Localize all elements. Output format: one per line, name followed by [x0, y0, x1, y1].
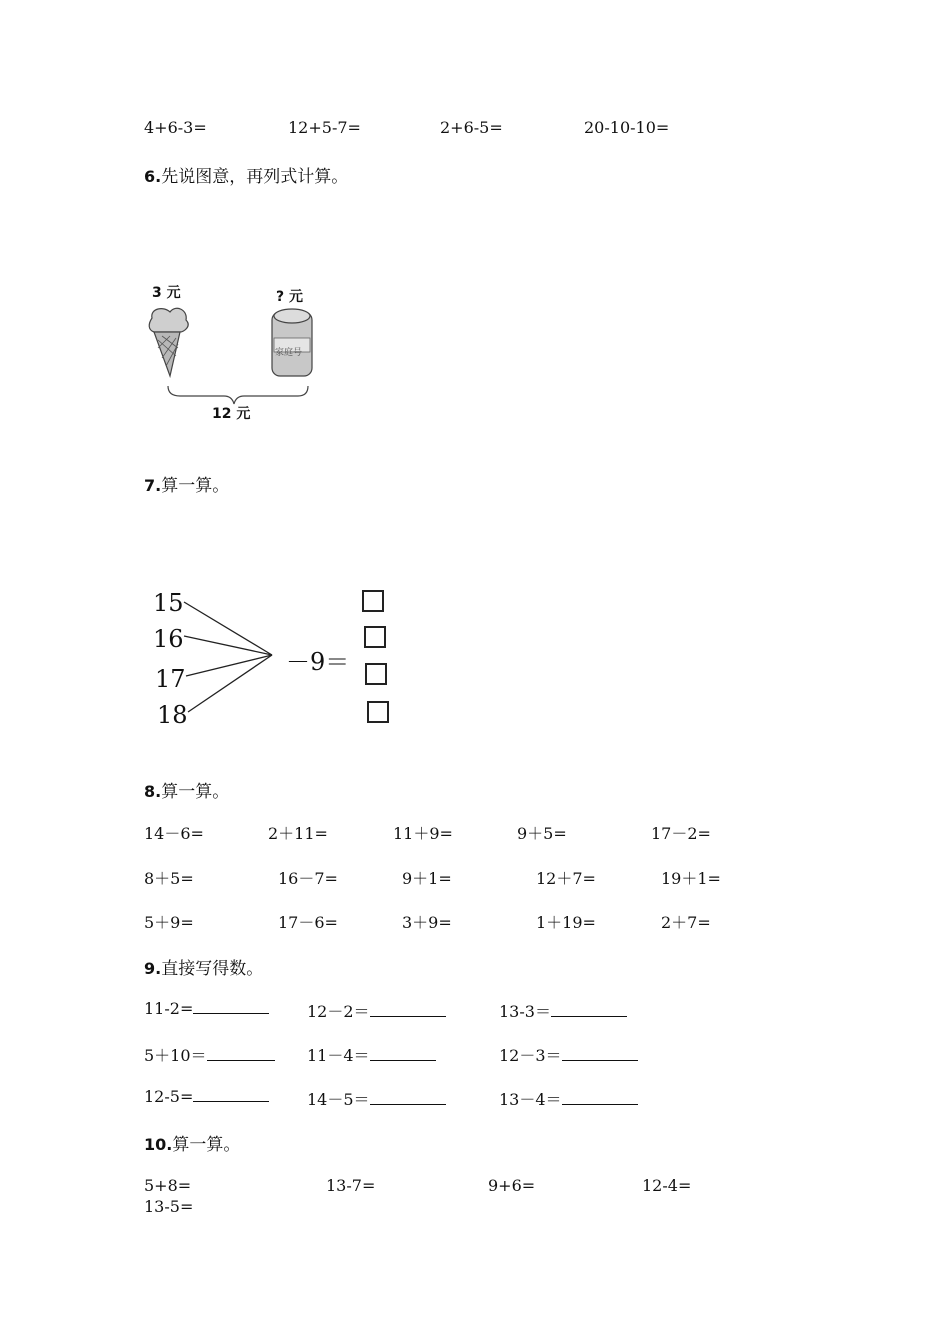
equation: 2＋7= — [661, 913, 711, 932]
question-8-heading — [144, 777, 229, 802]
equation: 8＋5= — [144, 869, 194, 888]
equation: 14－6= — [144, 824, 204, 843]
fill-in-equation — [307, 1043, 436, 1066]
fill-in-equation — [499, 999, 627, 1022]
answer-blank[interactable] — [562, 1090, 638, 1105]
equation: 20-10-10= — [584, 118, 670, 137]
drink-price: ? 元 — [276, 289, 303, 305]
equation: 19＋1= — [661, 869, 721, 888]
answer-blank[interactable] — [370, 1046, 436, 1061]
equation: 9＋1= — [402, 869, 452, 888]
question-text: 算一算。 — [161, 782, 230, 802]
equation: 5＋9= — [144, 913, 194, 932]
equation-text: 5＋10＝ — [144, 1046, 207, 1065]
equation: 1＋19= — [536, 913, 596, 932]
equation: 3＋9= — [402, 913, 452, 932]
equation: 13-7= — [326, 1176, 376, 1195]
equation: 11＋9= — [393, 824, 453, 843]
answer-blank[interactable] — [370, 1002, 446, 1017]
equation: 17－6= — [278, 913, 338, 932]
equation: 2+6-5= — [440, 118, 503, 137]
equation: 12+5-7= — [288, 118, 361, 137]
answer-blank[interactable] — [370, 1090, 446, 1105]
equation: 9＋5= — [517, 824, 567, 843]
question-10-heading — [144, 1130, 240, 1155]
equation: 2＋11= — [268, 824, 328, 843]
ice-cream-price: 3 元 — [152, 285, 181, 301]
equation: 5+8= — [144, 1176, 192, 1195]
equation: 16－7= — [278, 869, 338, 888]
answer-blank[interactable] — [193, 999, 269, 1014]
equation: 13-5= — [144, 1197, 194, 1216]
question-number: 8. — [144, 782, 162, 801]
answer-box[interactable] — [364, 626, 386, 648]
fill-in-equation — [307, 999, 446, 1022]
answer-box[interactable] — [362, 590, 384, 612]
question-text: 算一算。 — [161, 476, 230, 496]
question-number: 7. — [144, 476, 162, 495]
drink-can-icon — [272, 309, 312, 376]
minuend: 17 — [155, 665, 186, 693]
answer-blank[interactable] — [193, 1087, 269, 1102]
fill-in-equation — [144, 1087, 269, 1106]
equation: 9+6= — [488, 1176, 536, 1195]
equation-text: 13-3＝ — [499, 1002, 551, 1021]
fill-in-equation — [307, 1087, 446, 1110]
equation-text: 13－4＝ — [499, 1090, 562, 1109]
equation-text: 12－3＝ — [499, 1046, 562, 1065]
question-text: 先说图意，再列式计算。 — [161, 167, 349, 187]
equation-text: 11－4＝ — [307, 1046, 370, 1065]
total-price: 12 元 — [212, 406, 251, 422]
question-number: 6. — [144, 167, 162, 186]
equation-text: 11-2= — [144, 999, 194, 1018]
answer-blank[interactable] — [551, 1002, 627, 1017]
answer-blank[interactable] — [207, 1046, 275, 1061]
answer-box[interactable] — [365, 663, 387, 685]
fill-in-equation — [144, 1043, 275, 1066]
minuend: 15 — [153, 589, 184, 617]
operation: －9＝ — [286, 648, 350, 676]
can-label: 家庭号 — [275, 348, 303, 358]
q6-illustration — [140, 298, 320, 418]
answer-blank[interactable] — [562, 1046, 638, 1061]
question-7-heading — [144, 471, 229, 496]
equation: 17－2= — [651, 824, 711, 843]
question-text: 算一算。 — [172, 1135, 241, 1155]
fill-in-equation — [144, 999, 269, 1018]
equation: 12＋7= — [536, 869, 596, 888]
question-number: 10. — [144, 1135, 173, 1154]
equation: 12-4= — [642, 1176, 692, 1195]
answer-box[interactable] — [367, 701, 389, 723]
question-6-heading — [144, 162, 348, 187]
equation-text: 12－2＝ — [307, 1002, 370, 1021]
question-number: 9. — [144, 959, 162, 978]
equation-text: 12-5= — [144, 1087, 194, 1106]
ice-cream-icon — [149, 308, 188, 376]
equation: 4+6-3= — [144, 118, 207, 137]
question-9-heading — [144, 954, 263, 979]
fill-in-equation — [499, 1087, 638, 1110]
question-text: 直接写得数。 — [161, 959, 264, 979]
minuend: 18 — [157, 701, 188, 729]
minuend: 16 — [153, 625, 184, 653]
equation-text: 14－5＝ — [307, 1090, 370, 1109]
fill-in-equation — [499, 1043, 638, 1066]
